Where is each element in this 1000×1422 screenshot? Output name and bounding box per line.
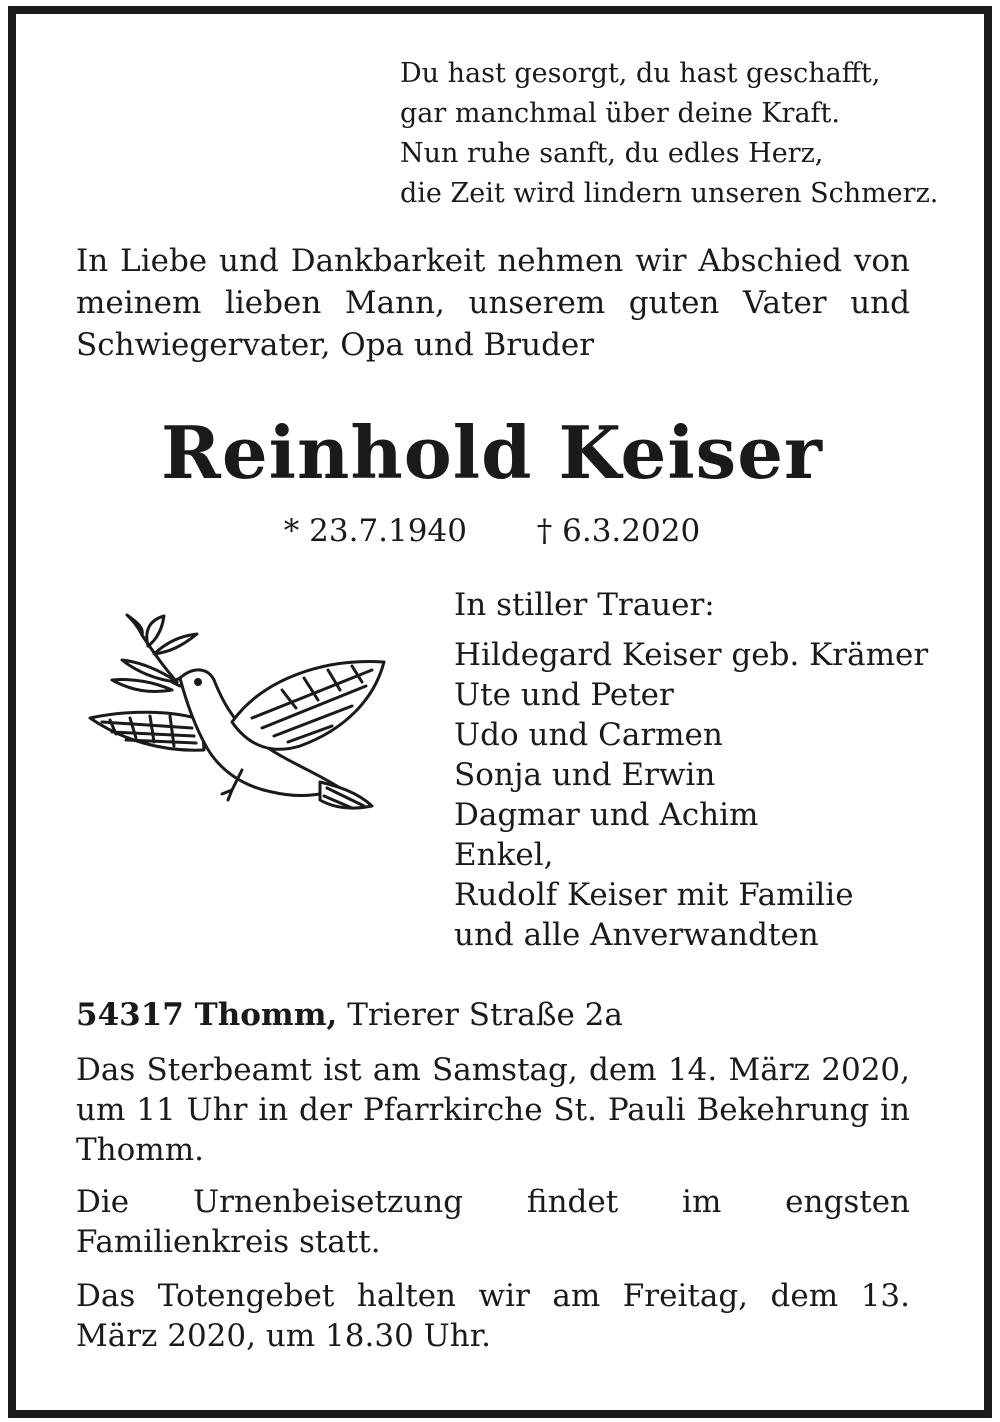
mourner-name: Rudolf Keiser mit Familie [454,877,854,913]
prayer-info: Das Totengebet halten wir am Freitag, dem 13. März 2020, um 18.30 Uhr. [76,1278,910,1354]
birth-date: * 23.7.1940 [283,513,467,549]
urn-burial-info: Die Urnenbeisetzung findet im engsten Familienkreis statt. [76,1184,910,1260]
poem-line: Nun ruhe sanft, du edles Herz, [400,138,824,169]
address-street: Trierer Straße 2a [347,997,623,1033]
mourners-heading: In stiller Trauer: [454,587,715,623]
poem-line: Du hast gesorgt, du hast geschafft, [400,58,881,89]
mourners-list [454,585,974,955]
address-place: 54317 Thomm, [76,997,338,1033]
mourner-name: Sonja und Erwin [454,757,716,793]
poem-line: gar manchmal über deine Kraft. [400,98,840,129]
address [76,994,910,1036]
life-dates [0,510,984,552]
poem-line: die Zeit wird lindern unseren Schmerz. [400,178,939,209]
dove-with-olive-branch-icon [82,610,392,840]
mourner-name: Enkel, [454,837,554,873]
death-date: † 6.3.2020 [536,513,701,549]
mourner-name: Ute und Peter [454,677,674,713]
mourner-name: Udo und Carmen [454,717,723,753]
poem [400,54,939,214]
mourner-name: und alle Anverwandten [454,917,819,953]
mourner-name: Hildegard Keiser geb. Krämer [454,637,929,673]
funeral-mass-info: Das Sterbeamt ist am Samstag, dem 14. März 2020, um 11 Uhr in der Pfarrkirche St. Pauli Bekehrung in Thomm. [76,1052,910,1168]
deceased-name: Reinhold Keiser [161,410,823,495]
intro-text: In Liebe und Dankbarkeit nehmen wir Abschied von meinem lieben Mann, unserem guten Vater und Schwiegervater, Opa und Bruder [76,243,910,363]
mourner-name: Dagmar und Achim [454,797,759,833]
